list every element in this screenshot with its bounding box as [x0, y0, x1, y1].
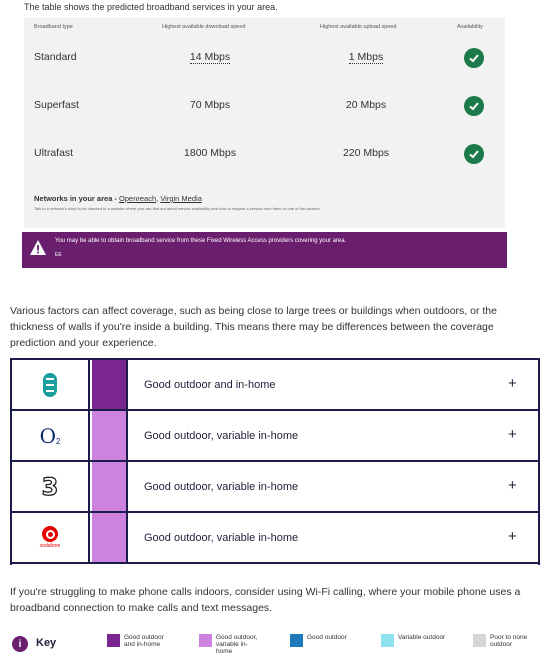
coverage-row-o2[interactable]: [12, 411, 538, 462]
header-availability: Availability: [457, 24, 483, 30]
coverage-row-three[interactable]: [12, 462, 538, 513]
coverage-row-ee[interactable]: [12, 360, 538, 411]
coverage-label: Good outdoor, variable in-home: [144, 430, 299, 442]
key-title: Key: [36, 637, 57, 649]
intro-text: The table shows the predicted broadband services in your area.: [24, 2, 278, 12]
table-row: [24, 132, 505, 178]
key-label: Variable outdoor: [398, 634, 446, 641]
fwa-notice: [22, 232, 507, 268]
table-row: [24, 36, 505, 82]
key-label: Poor to none outdoor: [490, 634, 528, 648]
header-broadband-type: Broadband type: [34, 24, 73, 30]
download-speed: 1800 Mbps: [184, 147, 236, 159]
coverage-label: Good outdoor and in-home: [144, 379, 276, 391]
key-swatch: [199, 634, 212, 647]
coverage-key: [0, 628, 549, 661]
networks-in-area: Networks in your area - Openreach, Virgin Media: [34, 194, 202, 203]
broadband-table: [24, 18, 505, 228]
openreach-link[interactable]: Openreach: [119, 194, 157, 203]
upload-speed: 220 Mbps: [342, 147, 390, 159]
expand-icon[interactable]: +: [508, 375, 517, 392]
key-label: Good outdoor, variable in-home: [216, 634, 258, 655]
fwa-provider: EE: [55, 252, 62, 258]
key-label: Good outdoor and in-home: [124, 634, 164, 648]
expand-icon[interactable]: +: [508, 426, 517, 443]
broadband-type: Ultrafast: [34, 147, 74, 159]
key-swatch: [107, 634, 120, 647]
key-swatch: [381, 634, 394, 647]
wifi-calling-text: If you're struggling to make phone calls indoors, consider using Wi-Fi calling, where your mobile phone uses a broadband connection to make calls and text messages.: [10, 586, 521, 614]
coverage-label: Good outdoor, variable in-home: [144, 532, 299, 544]
check-icon: [464, 96, 484, 116]
download-speed: 70 Mbps: [189, 99, 231, 111]
mobile-coverage-table: [10, 358, 540, 565]
key-swatch: [290, 634, 303, 647]
expand-icon[interactable]: +: [508, 528, 517, 545]
virgin-media-link[interactable]: Virgin Media: [160, 194, 202, 203]
fwa-text: You may be able to obtain broadband service from these Fixed Wireless Access providers covering your area.: [55, 238, 347, 244]
coverage-swatch: [92, 513, 128, 562]
info-icon: i: [12, 636, 28, 652]
three-logo-icon: 3: [12, 462, 90, 511]
upload-speed: 20 Mbps: [345, 99, 387, 111]
header-download-speed: Highest available download speed: [162, 24, 246, 30]
vodafone-logo-icon: vodafone: [12, 513, 90, 562]
check-icon: [464, 48, 484, 68]
coverage-factors-text: Various factors can affect coverage, such as being close to large trees or buildings when outdoors, or the thickness of walls if you're inside a building. This means there may be differences between the coverage prediction and your experience.: [10, 305, 497, 349]
fine-print: Talk to a network's shop to be directed to a website where you can find out about service availability and how to request a service from them or one of the carriers.: [34, 206, 321, 211]
coverage-label: Good outdoor, variable in-home: [144, 481, 299, 493]
coverage-row-vodafone[interactable]: [12, 513, 538, 564]
ee-logo-icon: [12, 360, 90, 409]
o2-logo-icon: O 2: [12, 411, 90, 460]
coverage-swatch: [92, 360, 128, 409]
expand-icon[interactable]: +: [508, 477, 517, 494]
table-row: [24, 84, 505, 130]
download-speed: 14 Mbps: [189, 51, 231, 63]
check-icon: [464, 144, 484, 164]
coverage-swatch: [92, 411, 128, 460]
coverage-swatch: [92, 462, 128, 511]
warning-icon: [29, 239, 47, 257]
broadband-type: Superfast: [34, 99, 79, 111]
key-swatch: [473, 634, 486, 647]
header-upload-speed: Highest available upload speed: [320, 24, 397, 30]
broadband-type: Standard: [34, 51, 77, 63]
upload-speed: 1 Mbps: [348, 51, 384, 63]
key-label: Good outdoor: [307, 634, 347, 641]
